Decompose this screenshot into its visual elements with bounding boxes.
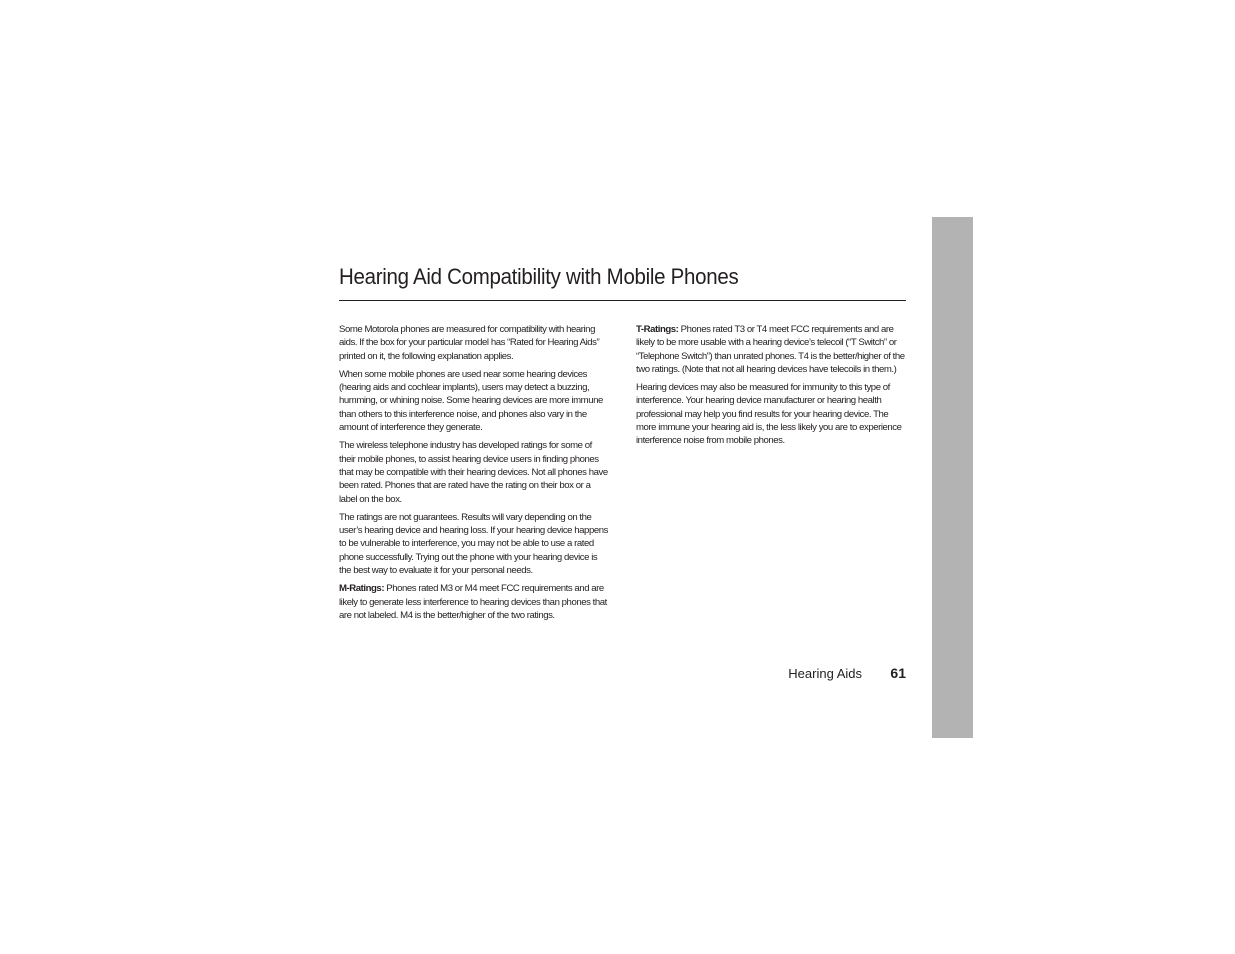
paragraph-m-ratings [339, 582, 609, 622]
m-ratings-text: Phones rated M3 or M4 meet FCC requirements and are likely to generate less interference to hearing devices than phones that are not labeled. M4 is the better/higher of the two ratings. [339, 583, 607, 621]
page-title: Hearing Aid Compatibility with Mobile Phones [339, 264, 739, 289]
right-column [636, 323, 906, 453]
m-ratings-lead: M-Ratings: [339, 583, 385, 595]
t-ratings-text: Phones rated T3 or T4 meet FCC requirements and are likely to be more usable with a hearing device’s telecoil (“T Switch” or “Telephone Switch”) than unrated phones. T4 is the better/higher of the two ratings. (Note that not all hearing devices have telecoils in them.) [636, 324, 905, 375]
left-column [339, 323, 609, 627]
footer-section-label: Hearing Aids [788, 666, 862, 681]
page-number: 61 [890, 665, 906, 681]
paragraph-interference: When some mobile phones are used near some hearing devices (hearing aids and cochlear implants), users may detect a buzzing, humming, or whining noise. Some hearing devices are more immune than others to this interference noise, and phones also vary in the amount of interference they generate. [339, 368, 603, 434]
paragraph-industry-ratings: The wireless telephone industry has developed ratings for some of their mobile phones, to assist hearing device users in finding phones that may be compatible with their hearing devices. Not all phones have been rated. Phones that are rated have the rating on their box or a label on the box. [339, 440, 608, 505]
paragraph-not-guarantees: The ratings are not guarantees. Results will vary depending on the user’s hearing device and hearing loss. If your hearing device happens to be vulnerable to interference, you may not be able to use a rated phone successfully. Trying out the phone with your hearing device is the best way to evaluate it for your personal needs. [339, 511, 608, 577]
section-side-tab [932, 217, 973, 738]
paragraph-intro: Some Motorola phones are measured for compatibility with hearing aids. If the box for your particular model has “Rated for Hearing Aids” printed on it, the following explanation applies. [339, 324, 600, 362]
title-divider [339, 300, 906, 301]
paragraph-t-ratings [636, 323, 906, 376]
t-ratings-lead: T-Ratings: [636, 324, 679, 335]
paragraph-immunity: Hearing devices may also be measured for immunity to this type of interference. Your hearing device manufacturer or hearing health professional may help you find results for your hearing device. The more immune your hearing aid is, the less likely you are to experience interference noise from mobile phones. [636, 382, 902, 447]
